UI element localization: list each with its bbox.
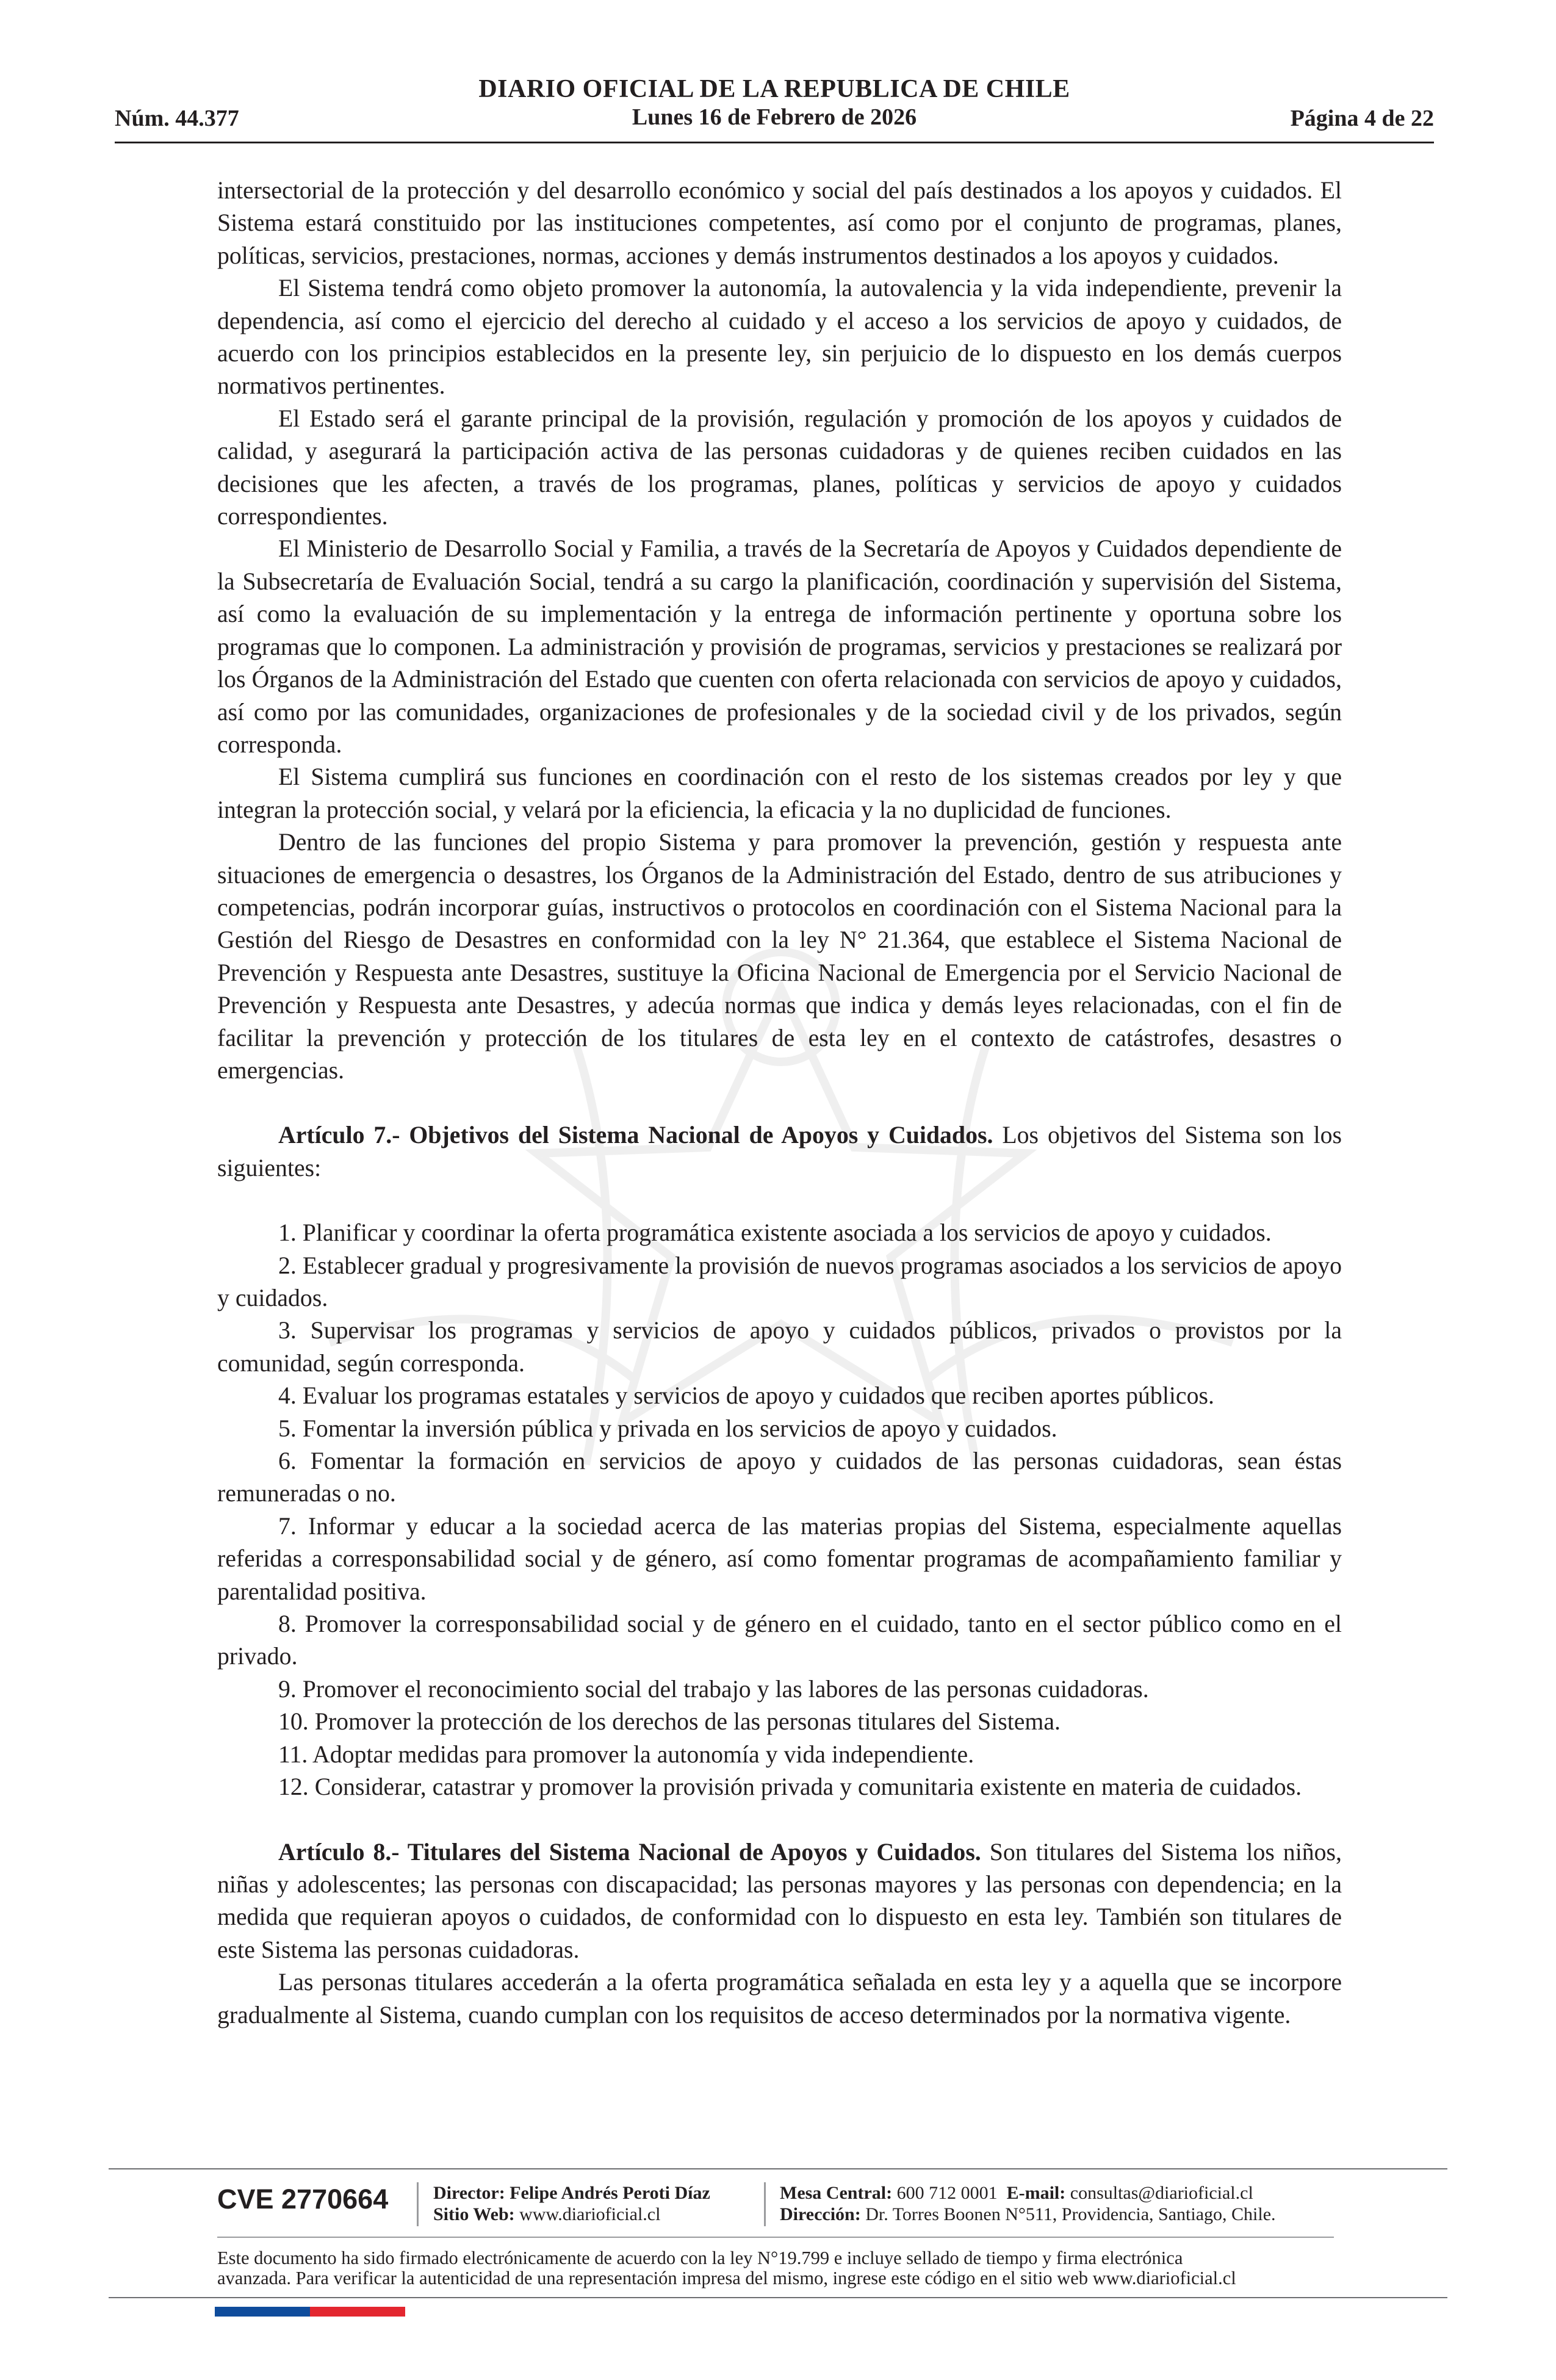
email-label: E-mail:: [1006, 2183, 1066, 2203]
list-item: 4. Evaluar los programas estatales y servicios de apoyo y cuidados que reciben aportes públicos.: [278, 1382, 1214, 1410]
issue-date: Lunes 16 de Febrero de 2026: [632, 104, 917, 130]
paragraph: Dentro de las funciones del propio Sistema y para promover la prevención, gestión y respuesta ante situaciones de emergencia o desastres, los Órganos de la Administración del Estado, dentro de sus atribuciones y competencias, podrán incorporar guías, instructivos o protocolos en coordinación con el Sistema Nacional para la Gestión del Riesgo de Desastres en conformidad con la ley N° 21.364, que establece el Sistema Nacional de Prevención y Respuesta ante Desastres, sustituye la Oficina Nacional de Emergencia por el Servicio Nacional de Prevención y Respuesta ante Desastres, y adecúa normas que indica y demás leyes relacionadas, con el fin de facilitar la prevención y protección de los titulares de esta ley en el contexto de catástrofes, desastres o emergencias.: [217, 829, 1342, 1084]
list-item: 6. Fomentar la formación en servicios de apoyo y cuidados de las personas cuidadoras, sean éstas remuneradas o no.: [217, 1448, 1342, 1507]
list-item: 11. Adoptar medidas para promover la autonomía y vida independiente.: [278, 1740, 974, 1768]
footer-rule-bottom: [109, 2297, 1447, 2298]
cve-code: CVE 2770664: [217, 2183, 389, 2215]
page-number: Página 4 de 22: [1290, 106, 1434, 131]
list-item: 1. Planificar y coordinar la oferta programática existente asociada a los servicios de apoyo y cuidados.: [278, 1219, 1272, 1247]
legal-line-2: avanzada. Para verificar la autenticidad de una representación impresa del mismo, ingrese este código en el sitio web www.diarioficial.cl: [217, 2268, 1236, 2288]
footer-rule-mid: [217, 2237, 1334, 2238]
legal-notice: [217, 2248, 1342, 2288]
document-body: [217, 175, 1342, 2032]
director-name: Felipe Andrés Peroti Díaz: [510, 2183, 710, 2203]
flag-blue-band: [215, 2307, 310, 2317]
flag-red-band: [310, 2307, 405, 2317]
newspaper-title: DIARIO OFICIAL DE LA REPUBLICA DE CHILE: [478, 75, 1070, 103]
legal-line-1: Este documento ha sido firmado electrónicamente de acuerdo con la ley N°19.799 e incluye sellado de tiempo y firma electrónica: [217, 2248, 1183, 2268]
list-item: 3. Supervisar los programas y servicios de apoyo y cuidados públicos, privados o provistos por la comunidad, según corresponda.: [217, 1317, 1342, 1377]
article-8-text: Son titulares del Sistema los niños, niñas y adolescentes; las personas con discapacidad; las personas mayores y las personas con dependencia; en la medida que requieran apoyos o cuidados, de conformidad con lo dispuesto en esta ley. También son titulares de este Sistema las personas cuidadoras.: [217, 1838, 1342, 1963]
flag-stripe: [215, 2307, 405, 2317]
list-item: 5. Fomentar la inversión pública y privada en los servicios de apoyo y cuidados.: [278, 1415, 1057, 1442]
list-item: 2. Establecer gradual y progresivamente la provisión de nuevos programas asociados a los servicios de apoyo y cuidados.: [217, 1252, 1342, 1311]
phone-label: Mesa Central:: [780, 2183, 893, 2203]
footer-director-block: [433, 2182, 710, 2225]
list-item: 8. Promover la corresponsabilidad social y de género en el cuidado, tanto en el sector público como en el privado.: [217, 1610, 1342, 1670]
header-rule: [115, 142, 1434, 143]
phone-value: 600 712 0001: [896, 2183, 998, 2203]
paragraph: Las personas titulares accederán a la oferta programática señalada en esta ley y a aquella que se incorpore gradualmente al Sistema, cuando cumplan con los requisitos de acceso determinados por la normativa vigente.: [217, 1969, 1342, 2028]
footer-rule-top: [109, 2168, 1447, 2169]
director-label: Director:: [433, 2183, 505, 2203]
issue-number: Núm. 44.377: [115, 106, 239, 131]
paragraph: El Sistema cumplirá sus funciones en coordinación con el resto de los sistemas creados por ley y que integran la protección social, y velará por la eficiencia, la eficacia y la no duplicidad de funciones.: [217, 763, 1342, 823]
article-8: [217, 1836, 1342, 1967]
list-item: 7. Informar y educar a la sociedad acerca de las materias propias del Sistema, especialmente aquellas referidas a corresponsabilidad social y de género, así como fomentar programas de acompañamiento familiar y parentalidad positiva.: [217, 1512, 1342, 1605]
footer-separator: [417, 2182, 419, 2226]
paragraph: El Estado será el garante principal de la provisión, regulación y promoción de los apoyos y cuidados de calidad, y asegurará la participación activa de las personas cuidadoras y de quienes reciben cuidados en las decisiones que les afecten, a través de los programas, planes, políticas y servicios de apoyo y cuidados correspondientes.: [217, 405, 1342, 530]
paragraph: El Sistema tendrá como objeto promover la autonomía, la autovalencia y la vida independiente, prevenir la dependencia, así como el ejercicio del derecho al cuidado y el acceso a los servicios de apoyo y cuidados, de acuerdo con los principios establecidos en la presente ley, sin perjuicio de lo dispuesto en los demás cuerpos normativos pertinentes.: [217, 275, 1342, 400]
website-label: Sitio Web:: [433, 2204, 515, 2224]
article-8-heading: Artículo 8.- Titulares del Sistema Nacional de Apoyos y Cuidados.: [278, 1838, 981, 1866]
article-7-heading: Artículo 7.- Objetivos del Sistema Nacional de Apoyos y Cuidados.: [278, 1122, 993, 1149]
address-label: Dirección:: [780, 2204, 861, 2224]
list-item: 9. Promover el reconocimiento social del trabajo y las labores de las personas cuidadoras.: [278, 1675, 1149, 1703]
list-item: 10. Promover la protección de los derechos de las personas titulares del Sistema.: [278, 1708, 1061, 1736]
article-7-intro: Los objetivos del Sistema son los siguientes:: [217, 1122, 1342, 1181]
article-7: [217, 1119, 1342, 1185]
website-link[interactable]: www.diarioficial.cl: [519, 2204, 661, 2224]
paragraph: El Ministerio de Desarrollo Social y Familia, a través de la Secretaría de Apoyos y Cuidados dependiente de la Subsecretaría de Evaluación Social, tendrá a su cargo la planificación, coordinación y supervisión del Sistema, así como la evaluación de su implementación y la entrega de información pertinente y oportuna sobre los programas que lo componen. La administración y provisión de programas, servicios y prestaciones se realizará por los Órganos de la Administración del Estado que cuenten con oferta relacionada con servicios de apoyo y cuidados, así como por las comunidades, organizaciones de profesionales y de la sociedad civil y de los privados, según corresponda.: [217, 535, 1342, 758]
footer-separator: [764, 2182, 766, 2226]
list-item: 12. Considerar, catastrar y promover la provisión privada y comunitaria existente en materia de cuidados.: [278, 1773, 1302, 1801]
email-link[interactable]: consultas@diarioficial.cl: [1070, 2183, 1253, 2203]
footer-contact-block: [780, 2182, 1276, 2225]
paragraph: intersectorial de la protección y del desarrollo económico y social del país destinados a los apoyos y cuidados. El Sistema estará constituido por las instituciones competentes, así como por el conjunto de programas, planes, políticas, servicios, prestaciones, normas, acciones y demás instrumentos destinados a los apoyos y cuidados.: [217, 177, 1342, 269]
page-header: [115, 72, 1434, 139]
address-value: Dr. Torres Boonen N°511, Providencia, Santiago, Chile.: [865, 2204, 1276, 2224]
